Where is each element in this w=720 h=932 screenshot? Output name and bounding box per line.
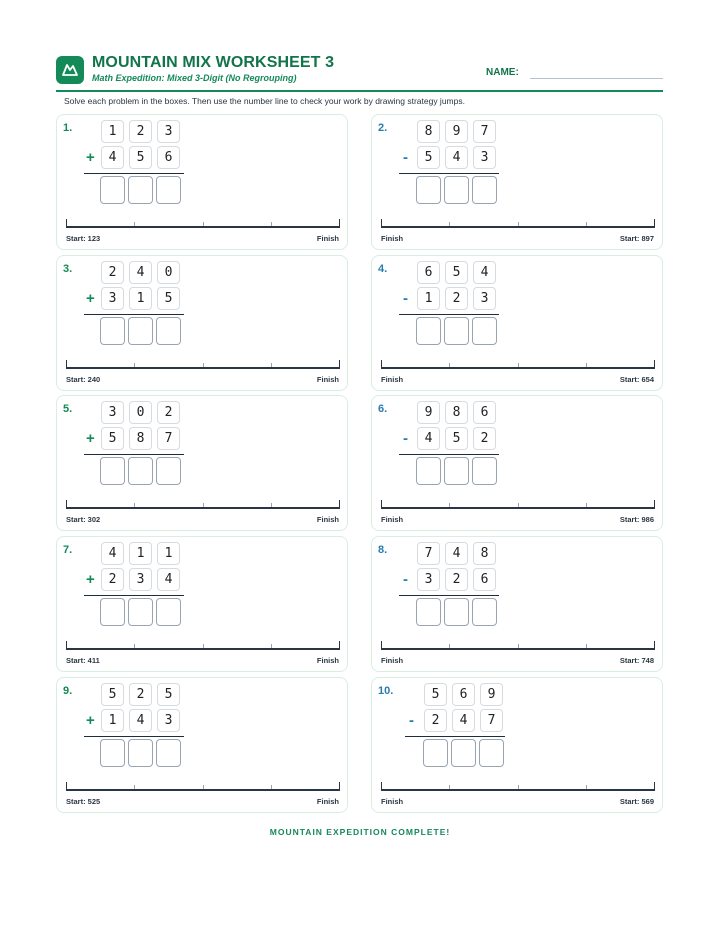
number-line-tick	[271, 222, 272, 226]
problem-card	[56, 395, 348, 531]
answer-box[interactable]	[472, 176, 497, 204]
answer-box[interactable]	[451, 739, 476, 767]
answer-box[interactable]	[472, 317, 497, 345]
number-line-right-label: Start: 748	[619, 656, 654, 665]
number-line-tick	[518, 222, 519, 226]
digit-box: 7	[157, 427, 180, 450]
number-line-tick	[449, 363, 450, 367]
problem-card	[371, 395, 663, 531]
digit-box: 7	[480, 709, 503, 732]
number-line-tick	[339, 641, 340, 649]
number-line-tick	[271, 785, 272, 789]
number-line-tick	[518, 363, 519, 367]
digit-box: 3	[129, 568, 152, 591]
number-line-tick	[271, 363, 272, 367]
digit-box: 4	[452, 709, 475, 732]
digit-box: 2	[473, 427, 496, 450]
sum-line	[84, 173, 184, 174]
number-line-tick	[66, 500, 67, 508]
digit-box: 1	[101, 709, 124, 732]
number-line-tick	[654, 641, 655, 649]
answer-box[interactable]	[444, 317, 469, 345]
problem-card	[371, 114, 663, 250]
problem-number: 9.	[63, 685, 73, 697]
number-line-tick	[449, 785, 450, 789]
number-line-tick	[66, 782, 67, 790]
answer-box[interactable]	[128, 739, 153, 767]
digit-box: 6	[157, 146, 180, 169]
number-line-right-label: Start: 569	[619, 797, 654, 806]
answer-box[interactable]	[156, 598, 181, 626]
digit-box: 4	[417, 427, 440, 450]
plus-sign: +	[86, 149, 95, 166]
digit-box: 3	[473, 287, 496, 310]
number-line-tick	[586, 222, 587, 226]
digit-box: 6	[473, 568, 496, 591]
problem-number: 5.	[63, 403, 73, 415]
answer-box[interactable]	[156, 457, 181, 485]
digit-box: 8	[129, 427, 152, 450]
number-line-tick	[654, 360, 655, 368]
number-line-left-label: Finish	[381, 656, 404, 665]
digit-box: 5	[129, 146, 152, 169]
number-line-left-label: Finish	[381, 375, 404, 384]
minus-sign: -	[403, 149, 408, 166]
number-line-tick	[339, 219, 340, 227]
digit-box: 4	[157, 568, 180, 591]
mountain-icon	[61, 61, 79, 79]
number-line-tick	[381, 782, 382, 790]
answer-box[interactable]	[444, 176, 469, 204]
digit-box: 2	[157, 401, 180, 424]
answer-box[interactable]	[128, 317, 153, 345]
number-line-tick	[586, 363, 587, 367]
minus-sign: -	[403, 290, 408, 307]
number-line-tick	[586, 644, 587, 648]
name-field[interactable]	[530, 78, 663, 79]
answer-box[interactable]	[100, 598, 125, 626]
digit-box: 8	[445, 401, 468, 424]
problem-card	[371, 255, 663, 391]
digit-box: 2	[445, 287, 468, 310]
sum-line	[84, 314, 184, 315]
number-line-tick	[339, 360, 340, 368]
number-line[interactable]	[381, 226, 655, 228]
digit-box: 8	[473, 542, 496, 565]
plus-sign: +	[86, 712, 95, 729]
digit-box: 1	[417, 287, 440, 310]
number-line-left-label: Start: 411	[66, 656, 100, 665]
digit-box: 4	[129, 709, 152, 732]
digit-box: 6	[452, 683, 475, 706]
digit-box: 5	[424, 683, 447, 706]
answer-box[interactable]	[100, 457, 125, 485]
answer-box[interactable]	[128, 457, 153, 485]
digit-box: 4	[445, 542, 468, 565]
answer-box[interactable]	[416, 176, 441, 204]
digit-box: 5	[157, 683, 180, 706]
number-line-tick	[203, 785, 204, 789]
answer-box[interactable]	[416, 317, 441, 345]
digit-box: 5	[157, 287, 180, 310]
answer-box[interactable]	[423, 739, 448, 767]
name-label: NAME:	[486, 67, 519, 78]
digit-box: 0	[129, 401, 152, 424]
number-line[interactable]	[66, 789, 340, 791]
digit-box: 9	[445, 120, 468, 143]
number-line-right-label: Finish	[316, 656, 339, 665]
problem-card	[371, 677, 663, 813]
digit-box: 5	[445, 261, 468, 284]
digit-box: 2	[101, 261, 124, 284]
digit-box: 6	[417, 261, 440, 284]
number-line-tick	[203, 644, 204, 648]
number-line-tick	[518, 644, 519, 648]
problem-number: 8.	[378, 544, 388, 556]
answer-box[interactable]	[444, 457, 469, 485]
number-line[interactable]	[381, 507, 655, 509]
digit-box: 1	[129, 542, 152, 565]
answer-box[interactable]	[416, 457, 441, 485]
problem-number: 1.	[63, 122, 73, 134]
answer-box[interactable]	[100, 176, 125, 204]
number-line-left-label: Finish	[381, 515, 404, 524]
answer-box[interactable]	[156, 739, 181, 767]
problem-card	[371, 536, 663, 672]
digit-box: 6	[473, 401, 496, 424]
minus-sign: -	[409, 712, 414, 729]
digit-box: 5	[101, 683, 124, 706]
digit-box: 2	[445, 568, 468, 591]
number-line-tick	[134, 503, 135, 507]
problem-card	[56, 677, 348, 813]
digit-box: 5	[445, 427, 468, 450]
minus-sign: -	[403, 430, 408, 447]
plus-sign: +	[86, 430, 95, 447]
number-line-right-label: Start: 654	[619, 375, 654, 384]
number-line-tick	[381, 641, 382, 649]
page-title: MOUNTAIN MIX WORKSHEET 3	[92, 54, 335, 71]
number-line-tick	[339, 500, 340, 508]
number-line[interactable]	[381, 648, 655, 650]
number-line-tick	[66, 641, 67, 649]
page-subtitle: Math Expedition: Mixed 3-Digit (No Regrouping)	[92, 73, 297, 83]
number-line[interactable]	[66, 648, 340, 650]
number-line-left-label: Finish	[381, 234, 404, 243]
digit-box: 7	[473, 120, 496, 143]
digit-box: 9	[417, 401, 440, 424]
digit-box: 4	[101, 146, 124, 169]
number-line-left-label: Start: 240	[66, 375, 101, 384]
sum-line	[399, 595, 499, 596]
problem-card	[56, 536, 348, 672]
digit-box: 8	[417, 120, 440, 143]
digit-box: 1	[129, 287, 152, 310]
digit-box: 3	[157, 120, 180, 143]
answer-box[interactable]	[128, 598, 153, 626]
digit-box: 1	[157, 542, 180, 565]
number-line-tick	[449, 222, 450, 226]
answer-box[interactable]	[156, 317, 181, 345]
digit-box: 3	[101, 287, 124, 310]
footer-text: MOUNTAIN EXPEDITION COMPLETE!	[269, 827, 451, 837]
number-line-tick	[134, 644, 135, 648]
instructions: Solve each problem in the boxes. Then use the number line to check your work by drawing strategy jumps.	[64, 96, 465, 106]
number-line-tick	[203, 222, 204, 226]
problem-number: 6.	[378, 403, 388, 415]
number-line-tick	[66, 360, 67, 368]
number-line-tick	[339, 782, 340, 790]
number-line-tick	[586, 785, 587, 789]
number-line-tick	[654, 782, 655, 790]
problem-card	[56, 255, 348, 391]
problem-number: 7.	[63, 544, 73, 556]
sum-line	[84, 595, 184, 596]
digit-box: 7	[417, 542, 440, 565]
number-line-tick	[134, 785, 135, 789]
logo	[56, 56, 84, 84]
digit-box: 1	[101, 120, 124, 143]
answer-box[interactable]	[472, 598, 497, 626]
digit-box: 3	[101, 401, 124, 424]
plus-sign: +	[86, 290, 95, 307]
answer-box[interactable]	[444, 598, 469, 626]
digit-box: 4	[473, 261, 496, 284]
number-line-tick	[381, 360, 382, 368]
digit-box: 4	[101, 542, 124, 565]
plus-sign: +	[86, 571, 95, 588]
problem-number: 4.	[378, 263, 388, 275]
number-line-tick	[518, 503, 519, 507]
sum-line	[405, 736, 505, 737]
sum-line	[399, 454, 499, 455]
number-line-tick	[271, 644, 272, 648]
number-line-tick	[654, 500, 655, 508]
digit-box: 5	[417, 146, 440, 169]
sum-line	[399, 173, 499, 174]
problem-number: 2.	[378, 122, 388, 134]
sum-line	[84, 736, 184, 737]
digit-box: 2	[101, 568, 124, 591]
answer-box[interactable]	[472, 457, 497, 485]
number-line[interactable]	[66, 226, 340, 228]
digit-box: 4	[129, 261, 152, 284]
digit-box: 3	[473, 146, 496, 169]
digit-box: 2	[129, 120, 152, 143]
number-line-left-label: Start: 525	[66, 797, 101, 806]
minus-sign: -	[403, 571, 408, 588]
digit-box: 0	[157, 261, 180, 284]
digit-box: 3	[417, 568, 440, 591]
number-line-tick	[518, 785, 519, 789]
digit-box: 4	[445, 146, 468, 169]
sum-line	[399, 314, 499, 315]
sum-line	[84, 454, 184, 455]
number-line-tick	[381, 219, 382, 227]
number-line-right-label: Finish	[316, 234, 339, 243]
answer-box[interactable]	[416, 598, 441, 626]
problem-number: 3.	[63, 263, 73, 275]
number-line-right-label: Start: 986	[619, 515, 654, 524]
digit-box: 2	[129, 683, 152, 706]
number-line-tick	[203, 503, 204, 507]
number-line-left-label: Finish	[381, 797, 404, 806]
number-line-tick	[449, 503, 450, 507]
number-line-right-label: Start: 897	[619, 234, 654, 243]
number-line-right-label: Finish	[316, 375, 339, 384]
digit-box: 2	[424, 709, 447, 732]
number-line-tick	[449, 644, 450, 648]
number-line-tick	[381, 500, 382, 508]
number-line-left-label: Start: 302	[66, 515, 101, 524]
number-line-left-label: Start: 123	[66, 234, 101, 243]
answer-box[interactable]	[100, 739, 125, 767]
worksheet-header	[56, 54, 663, 92]
problem-number: 10.	[378, 685, 394, 697]
number-line-tick	[586, 503, 587, 507]
number-line-tick	[654, 219, 655, 227]
number-line-tick	[134, 222, 135, 226]
number-line[interactable]	[66, 367, 340, 369]
number-line-right-label: Finish	[316, 515, 339, 524]
number-line-tick	[134, 363, 135, 367]
number-line-tick	[203, 363, 204, 367]
number-line[interactable]	[381, 367, 655, 369]
answer-box[interactable]	[156, 176, 181, 204]
answer-box[interactable]	[128, 176, 153, 204]
problem-card	[56, 114, 348, 250]
answer-box[interactable]	[100, 317, 125, 345]
digit-box: 9	[480, 683, 503, 706]
number-line[interactable]	[381, 789, 655, 791]
number-line-right-label: Finish	[316, 797, 339, 806]
number-line-tick	[271, 503, 272, 507]
digit-box: 3	[157, 709, 180, 732]
answer-box[interactable]	[479, 739, 504, 767]
number-line[interactable]	[66, 507, 340, 509]
digit-box: 5	[101, 427, 124, 450]
number-line-tick	[66, 219, 67, 227]
